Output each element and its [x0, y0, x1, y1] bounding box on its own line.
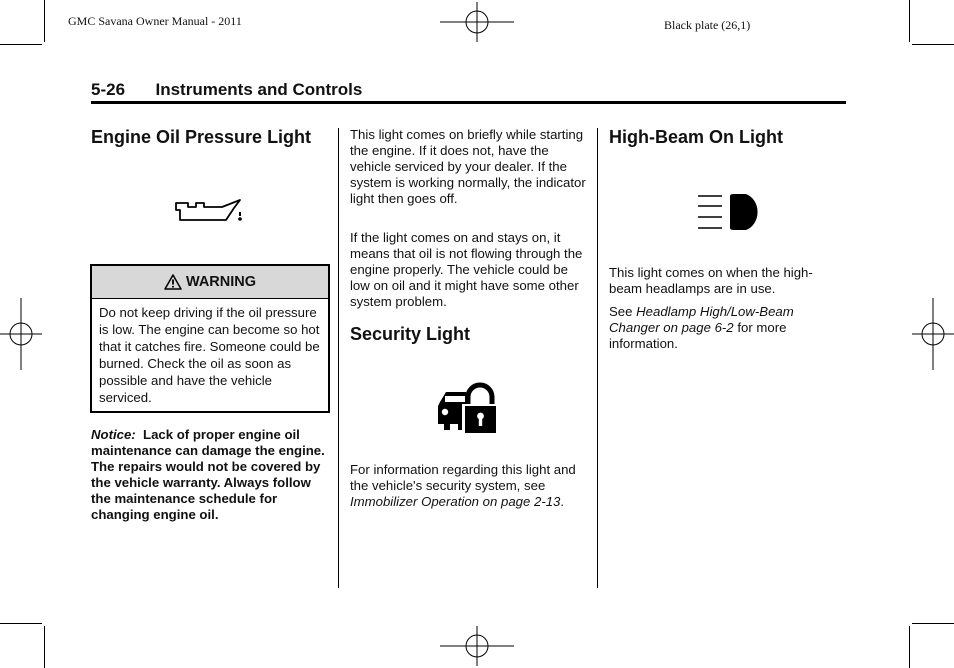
oil-can-icon — [174, 196, 246, 226]
high-beam-icon — [696, 192, 766, 234]
crop-mark — [912, 623, 954, 624]
security-text-end: . — [560, 494, 565, 509]
plate-label: Black plate (26,1) — [664, 18, 751, 32]
column-divider — [597, 128, 598, 588]
crop-mark — [44, 626, 45, 668]
notice-text: Lack of proper engine oil maintenance can damage the engine. The repairs would not be covered by the vehicle warranty. Always follow the maintenance schedule for changing engine oil. — [91, 427, 325, 522]
car-padlock-icon — [436, 382, 500, 436]
registration-mark-left — [0, 298, 42, 370]
warning-header — [92, 266, 328, 299]
security-paragraph — [350, 462, 586, 510]
notice-label: Notice: — [91, 427, 136, 442]
registration-mark-right — [912, 298, 954, 370]
security-text: For information regarding this light and the vehicle's security system, see — [350, 462, 576, 493]
immobilizer-reference-link[interactable]: Immobilizer Operation on page 2-13 — [350, 494, 561, 509]
engine-oil-heading: Engine Oil Pressure Light — [91, 127, 312, 147]
section-title: Instruments and Controls — [155, 80, 363, 99]
crop-mark — [909, 0, 910, 42]
high-beam-heading: High-Beam On Light — [609, 127, 783, 147]
warning-triangle-icon — [164, 274, 182, 290]
warning-box — [90, 264, 330, 413]
crop-mark — [0, 44, 42, 45]
registration-mark-bottom — [440, 626, 514, 666]
section-header — [91, 80, 846, 100]
headlamp-changer-reference-link[interactable]: Headlamp High/Low-Beam Changer on page 6-2 — [609, 304, 794, 335]
oil-light-paragraph-1: This light comes on briefly while starting the engine. If it does not, have the vehicle serviced by your dealer. If the system is working normally, the indicator light then goes off. — [350, 127, 586, 206]
notice-paragraph — [91, 427, 331, 523]
crop-mark — [912, 44, 954, 45]
column-divider — [338, 128, 339, 588]
document-title: GMC Savana Owner Manual - 2011 — [68, 14, 242, 28]
registration-mark-top — [440, 2, 514, 42]
page-number: 5-26 — [91, 80, 126, 99]
high-beam-paragraph-1: This light comes on when the high-beam headlamps are in use. — [609, 265, 813, 296]
see-text: See — [609, 304, 633, 319]
warning-body: Do not keep driving if the oil pressure is low. The engine can become so hot that it catches fire. Someone could be burned. Check the oil as soon as possible and have the vehicle serviced. — [99, 305, 320, 405]
warning-label: WARNING — [185, 274, 257, 290]
high-beam-paragraph-2 — [609, 304, 839, 352]
high-beam-text-end: for more information. — [609, 320, 787, 351]
crop-mark — [44, 0, 45, 42]
oil-light-paragraph-2: If the light comes on and stays on, it means that oil is not flowing through the engine properly. The vehicle could be low on oil and it might have some other system problem. — [350, 230, 583, 309]
crop-mark — [0, 623, 42, 624]
section-rule — [91, 101, 846, 104]
crop-mark — [909, 626, 910, 668]
security-heading: Security Light — [350, 324, 471, 344]
